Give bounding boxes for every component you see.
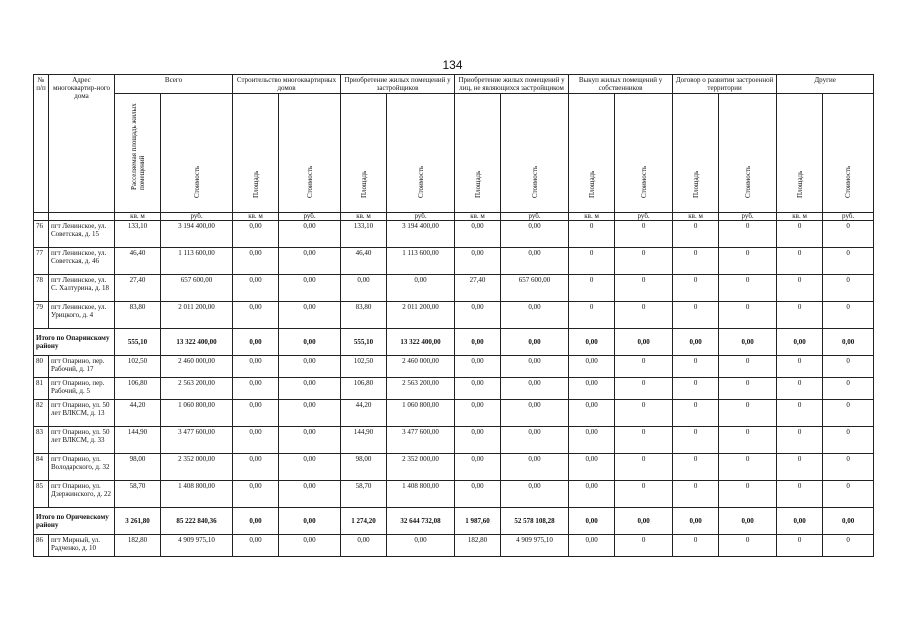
cell-area: 98,00 [115,454,161,481]
cell-area: 0 [673,454,719,481]
row-number: 79 [34,302,49,329]
cell-cost: 0 [615,378,673,400]
cell-area: 0,00 [777,508,823,535]
cell-cost: 0,00 [279,248,341,275]
row-number: 77 [34,248,49,275]
cell-cost: 0 [615,356,673,378]
cell-cost: 0,00 [279,454,341,481]
cell-area: 0,00 [569,400,615,427]
unit-empty [34,213,49,221]
unit-area: кв. м [777,213,823,221]
row-address: пгт Ленинское, ул. Советская, д. 46 [49,248,115,275]
sub-header-cost: Стоимость [501,94,569,213]
cell-cost: 3 194 400,00 [161,221,233,248]
cell-cost: 0 [823,248,874,275]
cell-area: 0,00 [455,356,501,378]
cell-area: 0 [673,535,719,557]
cell-area: 0,00 [455,481,501,508]
cell-cost: 0 [719,481,777,508]
sub-header-cost: Стоимость [823,94,874,213]
cell-area: 102,50 [115,356,161,378]
cell-cost: 0,00 [279,378,341,400]
row-address: пгт Ленинское, ул. С. Халтурина, д. 18 [49,275,115,302]
cell-cost: 0 [823,378,874,400]
row-number: 81 [34,378,49,400]
cell-cost: 2 460 000,00 [161,356,233,378]
cell-area: 0 [673,378,719,400]
cell-area: 3 261,80 [115,508,161,535]
cell-cost: 0 [615,221,673,248]
cell-cost: 0,00 [501,454,569,481]
unit-cost: руб. [823,213,874,221]
cell-cost: 2 460 000,00 [387,356,455,378]
sub-header-total-area: Расселяемая площадь жилых помещений [115,94,161,213]
cell-area: 58,70 [115,481,161,508]
cell-area: 0,00 [233,400,279,427]
unit-area: кв. м [341,213,387,221]
cell-cost: 0,00 [279,481,341,508]
cell-cost: 1 113 600,00 [161,248,233,275]
cell-area: 0 [673,221,719,248]
row-number: 78 [34,275,49,302]
unit-area: кв. м [673,213,719,221]
cell-area: 44,20 [115,400,161,427]
header-group-development-contract: Договор о развитии застроенной территории [673,75,777,94]
cell-cost: 0 [823,535,874,557]
cell-cost: 0,00 [823,508,874,535]
cell-cost: 0,00 [279,508,341,535]
subtotal-row [34,508,874,535]
cell-area: 182,80 [115,535,161,557]
cell-area: 0 [777,400,823,427]
cell-area: 0 [673,302,719,329]
cell-area: 0,00 [233,356,279,378]
table-row [34,248,874,275]
cell-cost: 0 [823,356,874,378]
cell-cost: 0,00 [279,400,341,427]
table-row [34,302,874,329]
units-row [34,213,874,221]
cell-area: 0,00 [569,356,615,378]
cell-area: 555,10 [341,329,387,356]
unit-area: кв. м [569,213,615,221]
row-address: пгт Ленинское, ул. Урицкого, д. 4 [49,302,115,329]
cell-area: 44,20 [341,400,387,427]
sub-header-row [34,94,874,213]
cell-area: 144,90 [115,427,161,454]
row-address: пгт Мирный, ул. Радченко, д. 10 [49,535,115,557]
unit-area: кв. м [115,213,161,221]
cell-area: 0 [673,356,719,378]
header-group-buyout: Выкуп жилых помещений у собственников [569,75,673,94]
cell-cost: 0,00 [501,248,569,275]
table-row [34,275,874,302]
cell-cost: 0 [823,400,874,427]
cell-cost: 1 113 600,00 [387,248,455,275]
cell-area: 0,00 [341,535,387,557]
cell-cost: 0 [615,400,673,427]
cell-cost: 1 060 800,00 [161,400,233,427]
cell-area: 0,00 [233,302,279,329]
cell-cost: 2 352 000,00 [161,454,233,481]
cell-cost: 0 [719,378,777,400]
cell-cost: 0 [719,454,777,481]
cell-cost: 1 408 800,00 [161,481,233,508]
header-address: Адрес многоквартир-ного дома [49,75,115,213]
cell-area: 27,40 [115,275,161,302]
cell-area: 0 [777,454,823,481]
cell-area: 0 [673,400,719,427]
cell-area: 0,00 [233,329,279,356]
cell-area: 555,10 [115,329,161,356]
cell-area: 46,40 [115,248,161,275]
cell-area: 0 [777,221,823,248]
cell-cost: 0,00 [501,400,569,427]
sub-header-area: Площадь [569,94,615,213]
cell-cost: 3 477 600,00 [161,427,233,454]
cell-cost: 0,00 [615,508,673,535]
cell-cost: 2 011 200,00 [387,302,455,329]
cell-cost: 0 [719,302,777,329]
cell-area: 106,80 [341,378,387,400]
cell-cost: 0,00 [823,329,874,356]
page-number: 134 [442,58,463,72]
cell-area: 182,80 [455,535,501,557]
cell-cost: 0,00 [501,378,569,400]
unit-area: кв. м [455,213,501,221]
cell-cost: 3 477 600,00 [387,427,455,454]
cell-cost: 2 563 200,00 [387,378,455,400]
cell-area: 133,10 [341,221,387,248]
cell-area: 0 [777,275,823,302]
cell-area: 0,00 [455,221,501,248]
cell-cost: 2 563 200,00 [161,378,233,400]
cell-cost: 0 [823,454,874,481]
header-group-other: Другие [777,75,874,94]
cell-cost: 0,00 [279,329,341,356]
cell-area: 46,40 [341,248,387,275]
cell-area: 0 [569,302,615,329]
sub-header-cost: Стоимость [161,94,233,213]
cell-cost: 85 222 840,36 [161,508,233,535]
cell-cost: 4 909 975,10 [161,535,233,557]
cell-area: 0,00 [233,378,279,400]
table-row [34,356,874,378]
cell-cost: 0 [719,356,777,378]
cell-cost: 0 [615,454,673,481]
row-address: пгт Опарино, ул. 50 лет ВЛКСМ, д. 13 [49,400,115,427]
cell-cost: 0,00 [279,302,341,329]
unit-cost: руб. [279,213,341,221]
unit-cost: руб. [501,213,569,221]
resettlement-table [33,74,874,557]
cell-area: 0,00 [569,481,615,508]
row-address: пгт Опарино, пер. Рабочий, д. 17 [49,356,115,378]
cell-cost: 1 060 800,00 [387,400,455,427]
cell-area: 0 [777,427,823,454]
unit-cost: руб. [615,213,673,221]
sub-header-cost: Стоимость [615,94,673,213]
sub-header-area: Площадь [673,94,719,213]
cell-cost: 0 [823,427,874,454]
cell-area: 0,00 [455,454,501,481]
unit-cost: руб. [719,213,777,221]
cell-area: 0,00 [455,427,501,454]
unit-area: кв. м [233,213,279,221]
cell-cost: 1 408 800,00 [387,481,455,508]
cell-area: 0,00 [455,400,501,427]
resettlement-table-container [33,74,873,557]
cell-area: 0,00 [455,329,501,356]
table-row [34,378,874,400]
table-row [34,221,874,248]
cell-area: 0,00 [569,508,615,535]
cell-cost: 0,00 [615,329,673,356]
cell-area: 0 [777,481,823,508]
cell-cost: 0 [719,275,777,302]
sub-header-cost: Стоимость [387,94,455,213]
cell-area: 0,00 [777,329,823,356]
cell-area: 0,00 [233,535,279,557]
cell-area: 0 [777,378,823,400]
cell-area: 0,00 [233,221,279,248]
cell-area: 0,00 [233,481,279,508]
cell-area: 0 [777,535,823,557]
cell-cost: 0,00 [279,221,341,248]
cell-area: 83,80 [115,302,161,329]
cell-area: 83,80 [341,302,387,329]
header-group-total: Всего [115,75,233,94]
row-address: пгт Опарино, ул. Володарского, д. 32 [49,454,115,481]
cell-cost: 657 600,00 [161,275,233,302]
cell-cost: 0 [615,275,673,302]
row-number: 86 [34,535,49,557]
unit-cost: руб. [387,213,455,221]
cell-area: 0,00 [455,248,501,275]
cell-cost: 0 [615,427,673,454]
cell-area: 0,00 [673,508,719,535]
cell-cost: 13 322 400,00 [161,329,233,356]
cell-area: 0,00 [341,275,387,302]
sub-header-cost: Стоимость [719,94,777,213]
cell-cost: 0 [719,221,777,248]
cell-area: 133,10 [115,221,161,248]
cell-cost: 2 352 000,00 [387,454,455,481]
table-row [34,454,874,481]
cell-cost: 52 578 108,28 [501,508,569,535]
sub-header-area: Площадь [455,94,501,213]
cell-area: 0,00 [233,275,279,302]
row-number: 85 [34,481,49,508]
cell-area: 0,00 [569,535,615,557]
cell-cost: 0 [719,248,777,275]
subtotal-label: Итого по Опаринскому району [34,329,115,356]
cell-cost: 0 [823,481,874,508]
row-number: 83 [34,427,49,454]
row-number: 76 [34,221,49,248]
cell-cost: 0,00 [387,275,455,302]
cell-cost: 2 011 200,00 [161,302,233,329]
header-group-developer-purchase: Приобретение жилых помещений у застройщиков [341,75,455,94]
cell-area: 0,00 [233,454,279,481]
cell-cost: 0,00 [501,302,569,329]
unit-cost: руб. [161,213,233,221]
cell-area: 102,50 [341,356,387,378]
table-row [34,400,874,427]
row-number: 84 [34,454,49,481]
sub-header-area: Площадь [777,94,823,213]
header-group-construction: Строительство многоквартирных домов [233,75,341,94]
cell-area: 0,00 [233,508,279,535]
table-row [34,535,874,557]
row-address: пгт Опарино, ул. Дзержинского, д. 22 [49,481,115,508]
cell-cost: 0,00 [279,275,341,302]
cell-area: 0,00 [569,378,615,400]
cell-cost: 0,00 [501,329,569,356]
cell-area: 0,00 [569,329,615,356]
header-num: № п/п [34,75,49,213]
cell-area: 0 [673,481,719,508]
row-address: пгт Ленинское, ул. Советская, д. 15 [49,221,115,248]
cell-cost: 0,00 [719,329,777,356]
sub-header-area: Площадь [233,94,279,213]
subtotal-label: Итого по Оричевскому району [34,508,115,535]
row-number: 80 [34,356,49,378]
cell-cost: 0,00 [279,356,341,378]
row-address: пгт Опарино, пер. Рабочий, д. 5 [49,378,115,400]
cell-cost: 32 644 732,08 [387,508,455,535]
cell-area: 58,70 [341,481,387,508]
cell-area: 0,00 [569,427,615,454]
cell-cost: 0,00 [279,427,341,454]
cell-area: 0 [673,248,719,275]
cell-area: 0 [569,221,615,248]
cell-area: 0 [569,248,615,275]
cell-area: 27,40 [455,275,501,302]
cell-area: 98,00 [341,454,387,481]
cell-cost: 0,00 [501,356,569,378]
sub-header-area: Площадь [341,94,387,213]
cell-area: 0 [777,302,823,329]
cell-area: 1 987,60 [455,508,501,535]
row-number: 82 [34,400,49,427]
cell-cost: 0,00 [719,508,777,535]
group-header-row [34,75,874,94]
sub-header-cost: Стоимость [279,94,341,213]
cell-area: 0 [673,427,719,454]
cell-cost: 657 600,00 [501,275,569,302]
cell-cost: 0 [719,535,777,557]
cell-area: 144,90 [341,427,387,454]
cell-cost: 0 [823,302,874,329]
cell-cost: 0 [823,221,874,248]
cell-area: 0 [777,356,823,378]
subtotal-row [34,329,874,356]
unit-empty [49,213,115,221]
cell-cost: 0,00 [387,535,455,557]
cell-cost: 13 322 400,00 [387,329,455,356]
cell-area: 0 [673,275,719,302]
cell-area: 0,00 [455,378,501,400]
cell-cost: 0,00 [279,535,341,557]
cell-area: 0,00 [455,302,501,329]
cell-cost: 0,00 [501,481,569,508]
cell-cost: 4 909 975,10 [501,535,569,557]
cell-cost: 3 194 400,00 [387,221,455,248]
cell-area: 1 274,20 [341,508,387,535]
cell-cost: 0 [823,275,874,302]
cell-area: 0 [569,275,615,302]
cell-cost: 0 [719,400,777,427]
cell-area: 0 [777,248,823,275]
cell-area: 0,00 [569,454,615,481]
cell-cost: 0 [719,427,777,454]
cell-cost: 0 [615,248,673,275]
cell-cost: 0 [615,302,673,329]
cell-area: 106,80 [115,378,161,400]
header-group-nondeveloper-purchase: Приобретение жилых помещений у лиц, не являющихся застройщиком [455,75,569,94]
table-row [34,427,874,454]
cell-cost: 0,00 [501,427,569,454]
table-row [34,481,874,508]
table-body [34,221,874,557]
cell-cost: 0 [615,535,673,557]
cell-cost: 0 [615,481,673,508]
cell-area: 0,00 [673,329,719,356]
cell-area: 0,00 [233,427,279,454]
row-address: пгт Опарино, ул. 50 лет ВЛКСМ, д. 33 [49,427,115,454]
cell-cost: 0,00 [501,221,569,248]
cell-area: 0,00 [233,248,279,275]
